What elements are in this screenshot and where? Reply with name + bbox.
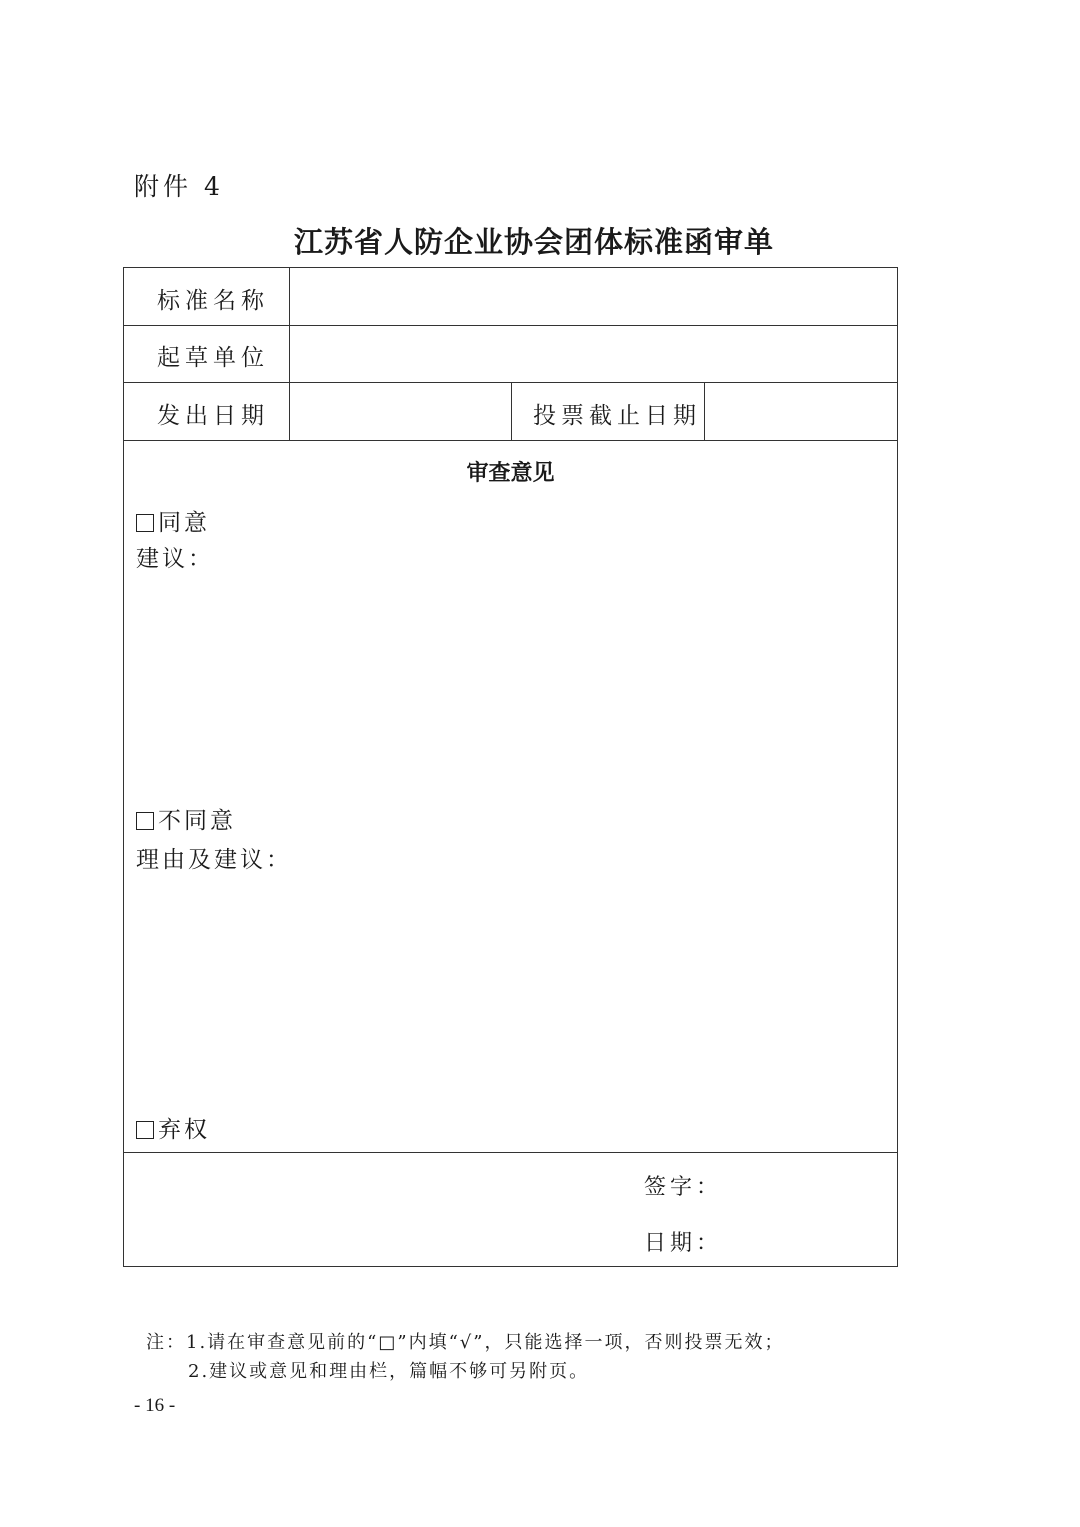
- standard-name-field[interactable]: [290, 268, 897, 325]
- disagree-reason-area[interactable]: [136, 878, 886, 1098]
- abstain-option[interactable]: [136, 1111, 210, 1144]
- disagree-reason-label: 理由及建议：: [136, 847, 292, 873]
- signature-field[interactable]: [714, 1164, 894, 1204]
- disagree-checkbox[interactable]: [136, 812, 154, 830]
- disagree-label: 不同意: [158, 808, 236, 834]
- agree-suggestion-area[interactable]: [136, 578, 886, 788]
- disagree-option[interactable]: [136, 802, 236, 835]
- date-label: 日期：: [644, 1231, 723, 1256]
- note-line-2: 2.建议或意见和理由栏，篇幅不够可另附页。: [188, 1361, 590, 1382]
- row-divider: [124, 440, 897, 441]
- agree-option[interactable]: [136, 504, 210, 537]
- attachment-label: 附件 4: [134, 172, 224, 201]
- drafting-unit-field[interactable]: [290, 326, 897, 382]
- page-number: - 16 -: [134, 1395, 176, 1416]
- note-line-1: 注：1.请在审查意见前的“□”内填“√”，只能选择一项，否则投票无效；: [146, 1332, 785, 1353]
- drafting-unit-label: 起草单位: [157, 345, 269, 371]
- agree-suggestion-label: 建议：: [136, 546, 214, 572]
- agree-checkbox[interactable]: [136, 514, 154, 532]
- abstain-label: 弃权: [158, 1117, 210, 1143]
- abstain-checkbox[interactable]: [136, 1121, 154, 1139]
- agree-label: 同意: [158, 510, 210, 536]
- row-divider: [124, 1152, 897, 1153]
- page-title: 江苏省人防企业协会团体标准函审单: [293, 225, 774, 259]
- vote-deadline-label: 投票截止日期: [533, 403, 701, 429]
- date-field[interactable]: [714, 1220, 894, 1260]
- standard-name-label: 标准名称: [157, 288, 269, 314]
- column-divider: [511, 382, 512, 440]
- signature-label: 签字：: [644, 1175, 723, 1200]
- issue-date-field[interactable]: [290, 383, 511, 440]
- issue-date-label: 发出日期: [157, 403, 269, 429]
- review-form: [123, 267, 898, 1267]
- vote-deadline-field[interactable]: [705, 383, 897, 440]
- review-section-title: 审查意见: [466, 461, 555, 486]
